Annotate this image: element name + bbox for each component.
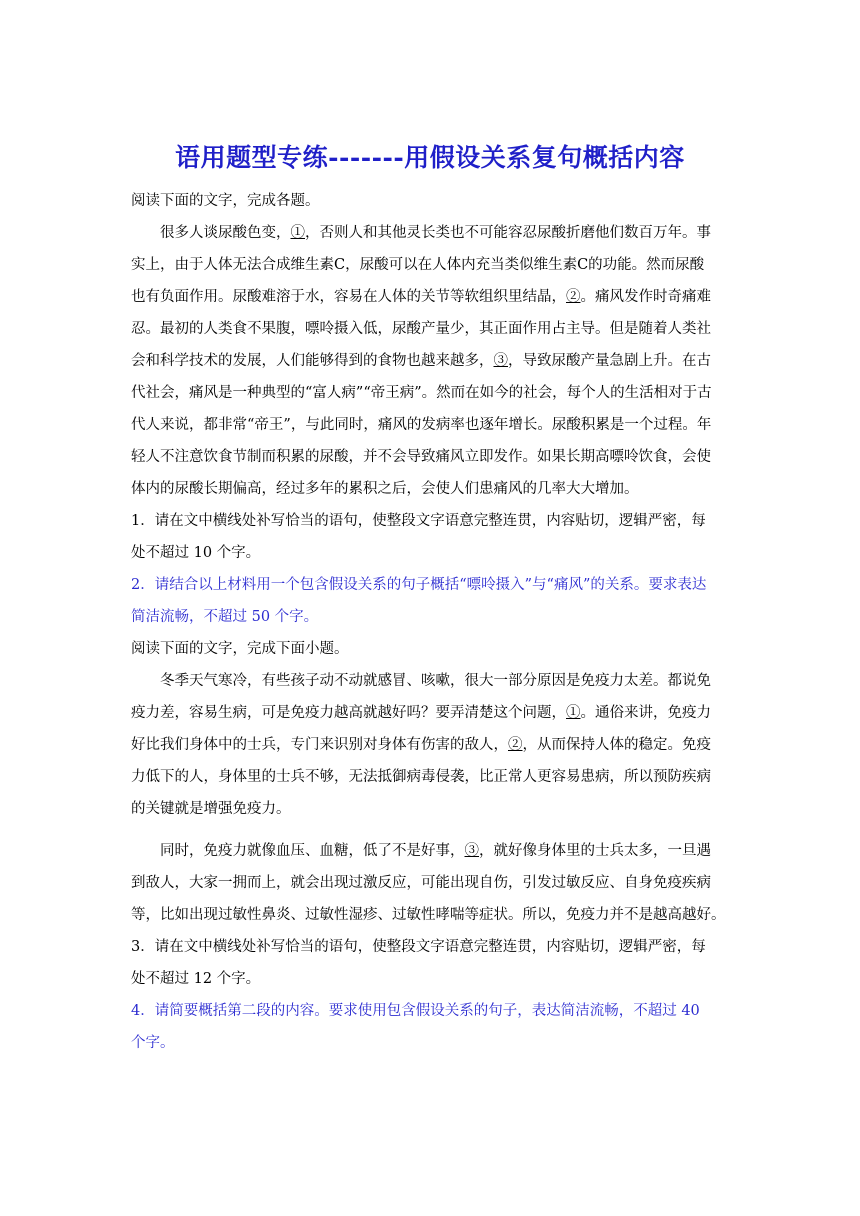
blank-marker: ②	[508, 737, 523, 753]
passage-line: 疫力差，容易生病，可是免疫力越高就越好吗？要弄清楚这个问题，①。通俗来讲，免疫力	[131, 705, 711, 721]
question-3: 3．请在文中横线处补写恰当的语句，使整段文字语意完整连贯，内容贴切，逻辑严密，每 处不超过 12 个字。	[131, 939, 706, 987]
blank-marker: ③	[464, 843, 479, 859]
passage-line: 代人来说，都非常“帝王”，与此同时，痛风的发病率也逐年增长。尿酸积累是一个过程。年	[131, 417, 712, 433]
blank-marker: ①	[290, 225, 305, 241]
section1-intro: 阅读下面的文字，完成各题。	[131, 193, 320, 209]
passage-line: 实上，由于人体无法合成维生素C，尿酸可以在人体内充当类似维生素C的功能。然而尿酸	[131, 257, 705, 273]
blank-marker: ③	[493, 353, 508, 369]
question-4: 4．请简要概括第二段的内容。要求使用包含假设关系的句子，表达简洁流畅，不超过 40 个字。	[131, 1003, 700, 1051]
page-title: 语用题型专练-------用假设关系复句概括内容	[175, 143, 685, 172]
passage-line: 到敌人，大家一拥而上，就会出现过激反应，可能出现自伤，引发过敏反应、自身免疫疾病	[131, 875, 711, 891]
section2-intro: 阅读下面的文字，完成下面小题。	[131, 641, 349, 657]
passage-line: 忍。最初的人类食不果腹，嘌呤摄入低，尿酸产量少，其正面作用占主导。但是随着人类社	[131, 321, 711, 337]
blank-marker: ②	[566, 289, 581, 305]
question-1: 1．请在文中横线处补写恰当的语句，使整段文字语意完整连贯，内容贴切，逻辑严密，每 处不超过 10 个字。	[131, 513, 706, 561]
passage-line: 代社会，痛风是一种典型的“富人病”“帝王病”。然而在如今的社会，每个人的生活相对于古	[131, 385, 712, 401]
paragraph-gap	[131, 825, 731, 835]
passage-line: 会和科学技术的发展，人们能够得到的食物也越来越多，③，导致尿酸产量急剧上升。在古	[131, 353, 711, 369]
passage-line: 也有负面作用。尿酸难溶于水，容易在人体的关节等软组织里结晶，②。痛风发作时奇痛难	[131, 289, 711, 305]
section1-passage	[131, 217, 731, 505]
passage-line: 同时，免疫力就像血压、血糖，低了不是好事，③，就好像身体里的士兵太多，一旦遇	[131, 843, 711, 859]
passage-line: 冬季天气寒冷，有些孩子动不动就感冒、咳嗽，很大一部分原因是免疫力太差。都说免	[131, 673, 711, 689]
passage-line: 很多人谈尿酸色变，①，否则人和其他灵长类也不可能容忍尿酸折磨他们数百万年。事	[131, 225, 711, 241]
passage-line: 等，比如出现过敏性鼻炎、过敏性湿疹、过敏性哮喘等症状。所以，免疫力并不是越高越好。	[131, 907, 726, 923]
passage-line: 好比我们身体中的士兵，专门来识别对身体有伤害的敌人，②，从而保持人体的稳定。免疫	[131, 737, 711, 753]
passage-line: 轻人不注意饮食节制而积累的尿酸，并不会导致痛风立即发作。如果长期高嘌呤饮食，会使	[131, 449, 711, 465]
passage-line: 的关键就是增强免疫力。	[131, 801, 291, 817]
passage-line: 体内的尿酸长期偏高，经过多年的累积之后，会使人们患痛风的几率大大增加。	[131, 481, 639, 497]
section1	[131, 185, 731, 1059]
section2-passage	[131, 665, 731, 931]
question-2: 2．请结合以上材料用一个包含假设关系的句子概括“嘌呤摄入”与“痛风”的关系。要求表达 简洁流畅，不超过 50 个字。	[131, 577, 707, 625]
passage-line: 力低下的人，身体里的士兵不够，无法抵御病毒侵袭，比正常人更容易患病，所以预防疾病	[131, 769, 711, 785]
blank-marker: ①	[566, 705, 581, 721]
